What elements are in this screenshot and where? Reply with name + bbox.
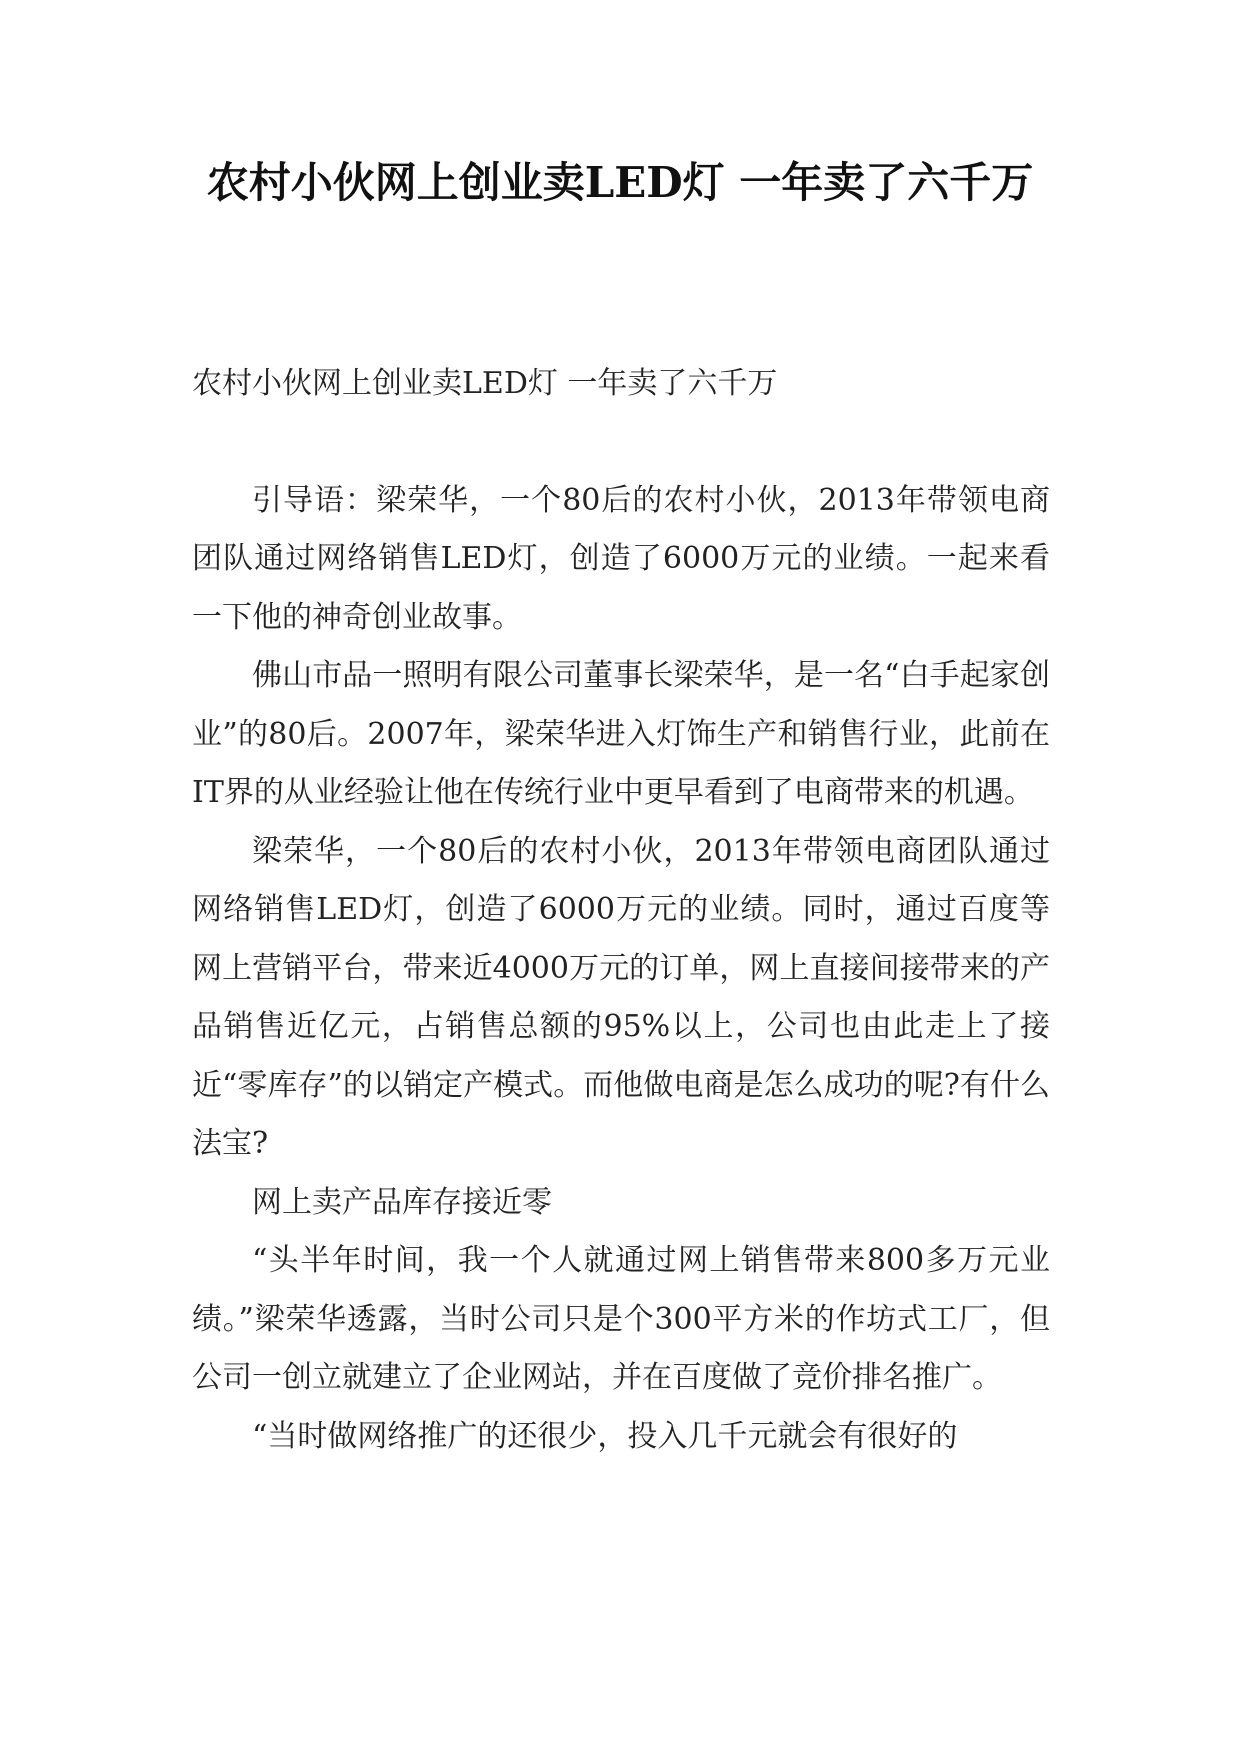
paragraph: 梁荣华，一个80后的农村小伙，2013年带领电商团队通过网络销售LED灯，创造了6000万元的业绩。同时，通过百度等网上营销平台，带来近4000万元的订单，网上直接间接带来的产品销售近亿元，占销售总额的95%以上，公司也由此走上了接近“零库存”的以销定产模式。而他做电商是怎么成功的呢?有什么法宝? — [192, 833, 1050, 1161]
section-heading: 网上卖产品库存接近零 — [252, 1184, 552, 1220]
document-body — [192, 355, 1050, 1466]
paragraph: “头半年时间，我一个人就通过网上销售带来800多万元业绩。”梁荣华透露，当时公司只是个300平方米的作坊式工厂，但公司一创立就建立了企业网站，并在百度做了竞价排名推广。 — [192, 1243, 1050, 1395]
document-subtitle: 农村小伙网上创业卖LED灯 一年卖了六千万 — [192, 366, 778, 401]
paragraph-intro: 引导语：梁荣华，一个80后的农村小伙，2013年带领电商团队通过网络销售LED灯，创造了6000万元的业绩。一起来看一下他的神奇创业故事。 — [192, 482, 1050, 635]
paragraph: “当时做网络推广的还很少，投入几千元就会有很好的 — [252, 1418, 958, 1454]
paragraph: 佛山市品一照明有限公司董事长梁荣华，是一名“白手起家创业”的80后。2007年，梁荣华进入灯饰生产和销售行业，此前在IT界的从业经验让他在传统行业中更早看到了电商带来的机遇。 — [192, 658, 1050, 810]
document-title: 农村小伙网上创业卖LED灯 一年卖了六千万 — [206, 158, 1034, 207]
